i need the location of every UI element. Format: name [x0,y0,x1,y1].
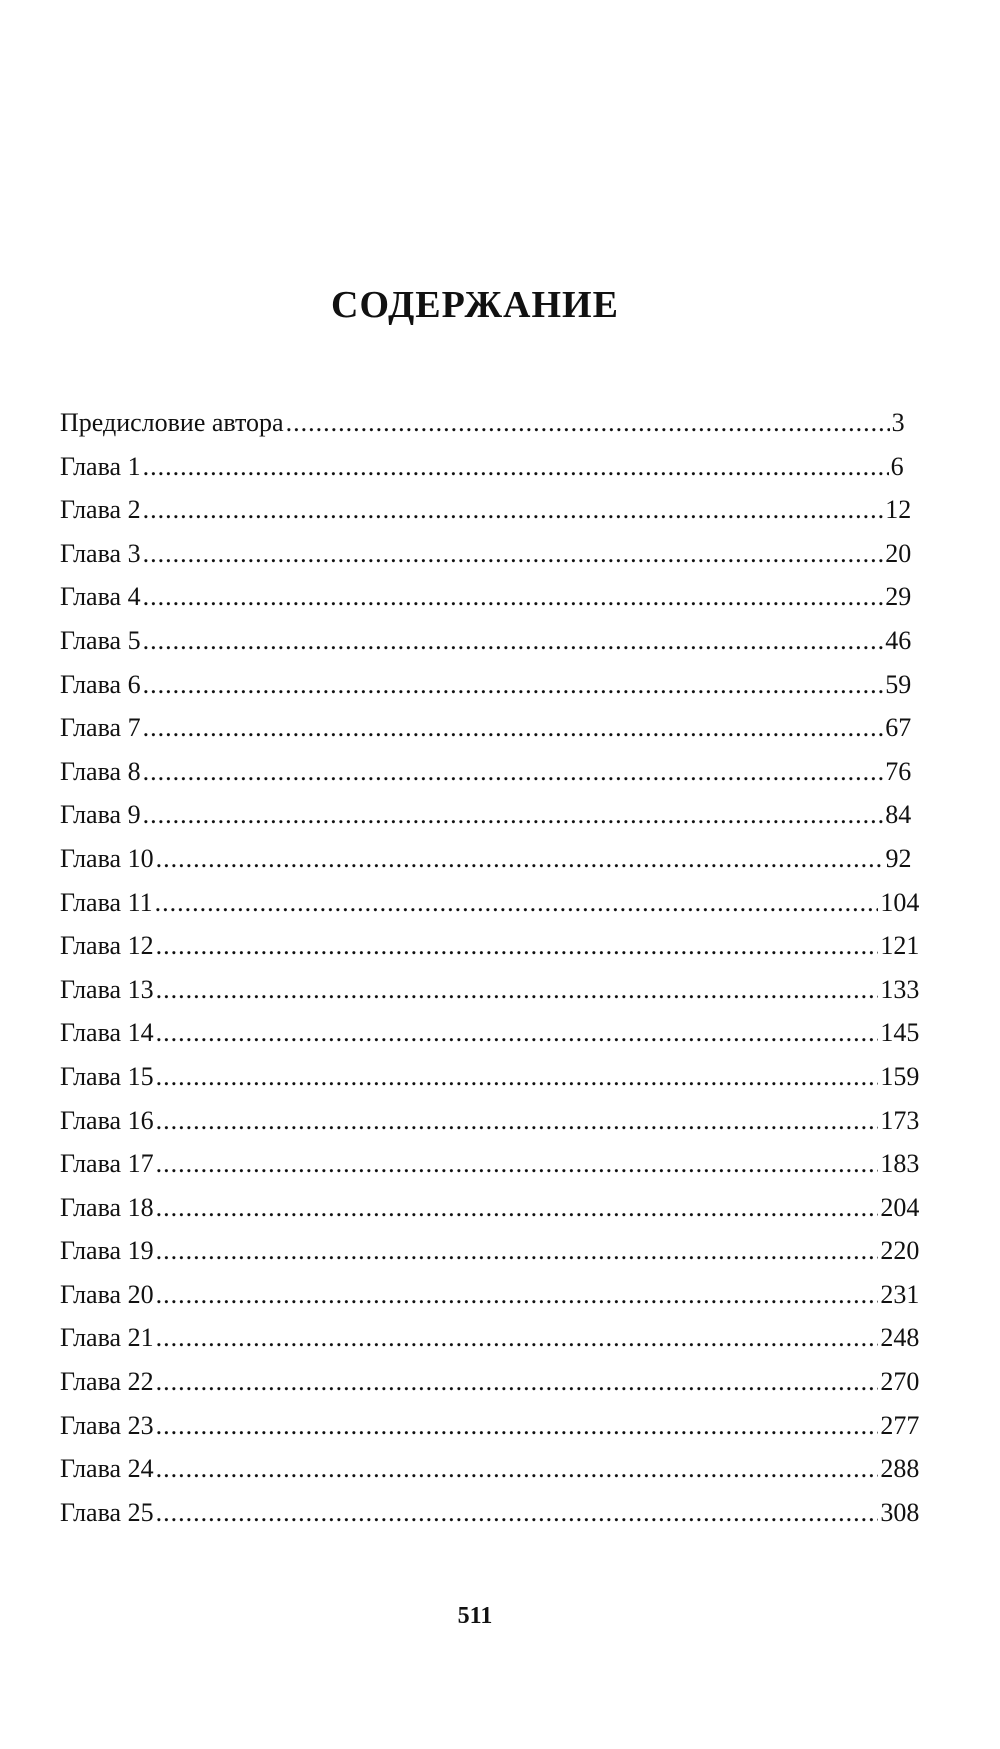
toc-entry-page: 231 [880,1279,920,1309]
toc-entry-title: Глава 24 [60,1454,154,1484]
toc-entry[interactable] [60,538,912,583]
table-of-contents [60,408,920,1541]
dot-leader [156,1062,879,1092]
dot-leader [143,495,884,525]
dot-leader [156,1193,879,1223]
toc-entry-title: Глава 16 [60,1105,154,1135]
toc-entry-title: Глава 10 [60,843,154,873]
toc-entry[interactable] [60,1497,920,1542]
toc-entry[interactable] [60,625,912,670]
toc-entry[interactable] [60,451,904,496]
dot-leader [156,844,884,874]
toc-entry-page: 92 [885,843,912,873]
dot-leader [156,1280,879,1310]
toc-entry[interactable] [60,1279,920,1324]
toc-entry[interactable] [60,931,920,975]
toc-entry-page: 204 [880,1192,920,1222]
dot-leader [143,626,884,656]
toc-entry-title: Глава 17 [60,1149,154,1179]
toc-entry-title: Глава 8 [60,756,141,786]
toc-entry-page: 76 [885,756,912,786]
toc-entry-title: Глава 21 [60,1323,154,1353]
toc-entry-page: 277 [880,1410,920,1440]
dot-leader [156,931,879,961]
dot-leader [156,1149,879,1179]
toc-entry-page: 3 [891,408,905,437]
toc-entry[interactable] [60,1018,920,1062]
toc-entry-title: Глава 7 [60,713,141,743]
toc-entry-page: 84 [885,800,912,830]
dot-leader [143,582,884,612]
dot-leader [156,1454,879,1484]
dot-leader [143,670,884,700]
toc-entry[interactable] [60,1410,920,1455]
toc-entry[interactable] [60,756,912,801]
toc-entry[interactable] [60,1149,920,1193]
dot-leader [156,1323,879,1353]
dot-leader [143,800,884,830]
toc-entry-title: Глава 3 [60,538,141,568]
dot-leader [143,452,889,482]
dot-leader [143,713,884,743]
toc-entry-title: Глава 9 [60,800,141,830]
toc-entry[interactable] [60,582,912,626]
toc-entry-title: Глава 19 [60,1236,154,1266]
toc-entry-title: Глава 15 [60,1061,154,1091]
toc-entry-title: Глава 25 [60,1497,154,1527]
toc-entry-title: Глава 6 [60,669,141,699]
dot-leader [286,408,890,438]
toc-entry[interactable] [60,1323,920,1367]
toc-entry[interactable] [60,800,912,844]
toc-entry-page: 133 [880,974,920,1004]
toc-entry-page: 121 [880,931,920,961]
dot-leader [156,1018,879,1048]
dot-leader [155,888,879,918]
toc-entry-page: 183 [880,1149,920,1179]
toc-entry[interactable] [60,713,912,757]
toc-entry-title: Глава 18 [60,1192,154,1222]
page-number: 511 [457,1603,493,1629]
toc-entry-page: 308 [880,1497,920,1527]
toc-entry[interactable] [60,843,912,888]
toc-entry[interactable] [60,1236,920,1280]
toc-entry-page: 6 [890,451,904,481]
toc-entry-page: 145 [880,1018,920,1048]
dot-leader [156,1236,879,1266]
toc-entry-title: Глава 1 [60,451,141,481]
toc-entry-page: 59 [885,669,912,699]
toc-entry[interactable] [60,887,920,932]
toc-entry-title: Глава 22 [60,1367,154,1397]
toc-entry[interactable] [60,1454,920,1498]
toc-entry-page: 67 [885,713,912,743]
toc-entry-page: 159 [880,1061,920,1091]
toc-entry-title: Глава 4 [60,582,141,612]
toc-entry-page: 20 [885,538,912,568]
toc-entry[interactable] [60,1192,920,1237]
dot-leader [156,1411,879,1441]
toc-entry-page: 12 [885,495,912,525]
dot-leader [156,1367,879,1397]
toc-entry-page: 248 [880,1323,920,1353]
toc-entry-title: Глава 13 [60,974,154,1004]
toc-entry[interactable] [60,669,912,714]
toc-entry[interactable] [60,1367,920,1411]
toc-entry-title: Предисловие автора [60,408,284,437]
dot-leader [156,1498,879,1528]
dot-leader [156,1106,879,1136]
toc-entry-title: Глава 20 [60,1279,154,1309]
dot-leader [143,757,884,787]
dot-leader [156,975,879,1005]
toc-entry-page: 220 [880,1236,920,1266]
toc-entry[interactable] [60,408,905,452]
toc-entry[interactable] [60,1061,920,1106]
toc-entry-title: Глава 11 [60,887,153,917]
toc-entry-title: Глава 12 [60,931,154,961]
toc-entry-page: 288 [880,1454,920,1484]
toc-entry-title: Глава 2 [60,495,141,525]
toc-entry[interactable] [60,974,920,1019]
toc-entry-page: 104 [880,887,920,917]
toc-entry-page: 173 [880,1105,920,1135]
toc-entry[interactable] [60,495,912,539]
toc-entry-title: Глава 23 [60,1410,154,1440]
toc-entry-page: 270 [880,1367,920,1397]
toc-entry-page: 29 [885,582,912,612]
toc-entry-title: Глава 14 [60,1018,154,1048]
page-title: СОДЕРЖАНИЕ [331,284,619,326]
toc-entry-title: Глава 5 [60,625,141,655]
toc-entry[interactable] [60,1105,920,1150]
toc-entry-page: 46 [885,625,912,655]
dot-leader [143,539,884,569]
